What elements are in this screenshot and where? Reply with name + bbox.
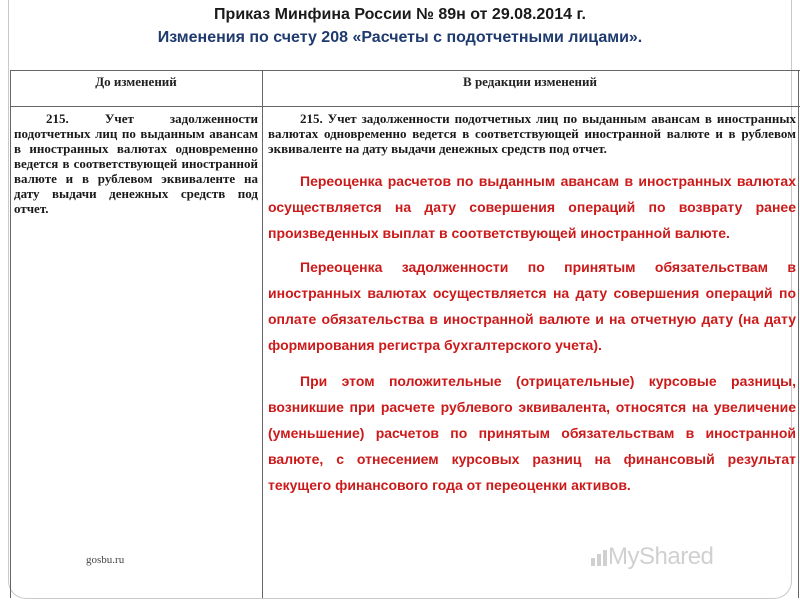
header-after: В редакции изменений bbox=[463, 74, 597, 89]
header-before: До изменений bbox=[95, 74, 177, 89]
before-text bbox=[14, 111, 258, 216]
red-paragraph-3: При этом положительные (отрицательные) курсовые разницы, возникшие при расчете рублевого эквивалента, относятся на увеличение (уменьшение) расчетов по принятым обязательствам в иностранной валюте, с отнесением курсовых разниц на финансовый результат текущего финансового года от переоценки активов. bbox=[268, 373, 796, 493]
table-column-divider bbox=[262, 70, 263, 598]
watermark-logo-icon bbox=[588, 548, 608, 568]
before-paragraph: 215. Учет задолженности подотчетных лиц по выданным авансам в иностранных валютах одновременно ведется в соответствующей иностранной валюте и в рублевом эквиваленте на дату выдачи денежных средств под отчет. bbox=[14, 111, 258, 216]
slide-title: Приказ Минфина России № 89н от 29.08.2014 г. bbox=[214, 6, 586, 23]
slide-subtitle: Изменения по счету 208 «Расчеты с подотчетными лицами». bbox=[157, 29, 643, 46]
after-text bbox=[268, 111, 796, 498]
after-paragraph: 215. Учет задолженности подотчетных лиц по выданным авансам в иностранных валютах одновременно ведется в соответствующей иностранной валюте и в рублевом эквиваленте на дату выдачи денежных средств под отчет. bbox=[268, 111, 796, 156]
table-border-right bbox=[798, 70, 799, 598]
table-border-left bbox=[10, 70, 11, 598]
source-footer: gosbu.ru bbox=[86, 554, 125, 566]
watermark: MyShared bbox=[608, 543, 714, 570]
red-paragraph-1: Переоценка расчетов по выданным авансам в иностранных валютах осуществляется на дату совершения операций по возврату ранее произведенных выплат в соответствующей иностранной валюте. bbox=[268, 173, 796, 241]
table-header-divider bbox=[10, 106, 800, 107]
red-paragraph-2: Переоценка задолженности по принятым обязательствам в иностранных валютах осуществляется на дату совершения операций по оплате обязательства в иностранной валюте и на отчетную дату (на дату формирования регистра бухгалтерского учета). bbox=[268, 259, 796, 353]
